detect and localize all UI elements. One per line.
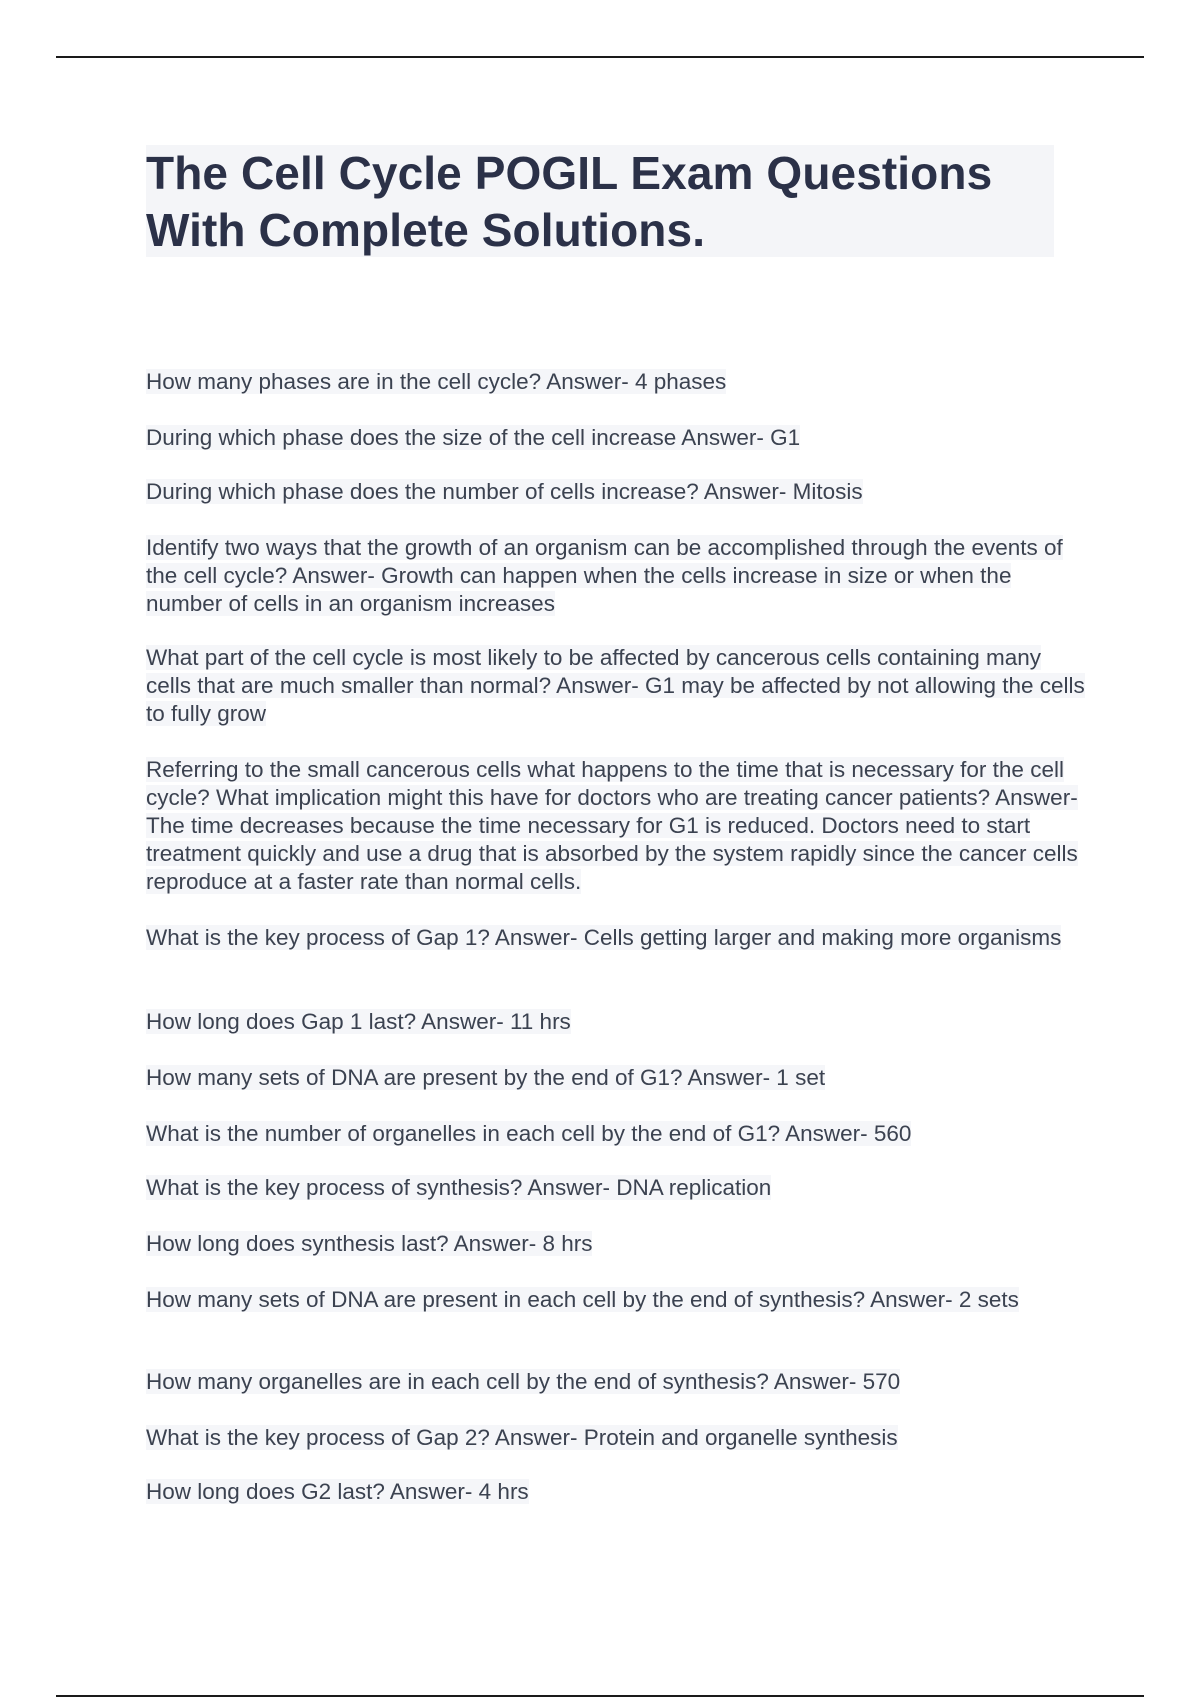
- qa-item: [146, 924, 1086, 952]
- qa-item: [146, 1424, 1086, 1452]
- qa-item: [146, 756, 1086, 896]
- qa-text: How many sets of DNA are present in each cell by the end of synthesis? Answer- 2 sets: [146, 1287, 1019, 1312]
- qa-item: [146, 1230, 1086, 1258]
- bottom-rule: [56, 1695, 1144, 1697]
- top-rule: [56, 56, 1144, 58]
- qa-item: [146, 1120, 1086, 1148]
- qa-text: How many sets of DNA are present by the end of G1? Answer- 1 set: [146, 1065, 826, 1090]
- qa-text: What is the number of organelles in each cell by the end of G1? Answer- 560: [146, 1121, 912, 1146]
- title-line-2: With Complete Solutions.: [146, 204, 706, 256]
- qa-item: [146, 1174, 1086, 1202]
- qa-text: How long does G2 last? Answer- 4 hrs: [146, 1479, 529, 1504]
- qa-item: [146, 424, 1086, 452]
- qa-item: [146, 368, 1086, 396]
- qa-text: What part of the cell cycle is most likely to be affected by cancerous cells containing many cells that are much smaller than normal? Answer- G1 may be affected by not allowing the cells to fully grow: [146, 645, 1085, 726]
- qa-text: During which phase does the number of cells increase? Answer- Mitosis: [146, 479, 863, 504]
- qa-text: How long does Gap 1 last? Answer- 11 hrs: [146, 1009, 571, 1034]
- qa-text: What is the key process of Gap 2? Answer- Protein and organelle synthesis: [146, 1425, 898, 1450]
- qa-item: [146, 478, 1086, 506]
- qa-item: [146, 1064, 1086, 1092]
- title-line-1: The Cell Cycle POGIL Exam Questions: [146, 147, 993, 199]
- qa-text: How long does synthesis last? Answer- 8 hrs: [146, 1231, 593, 1256]
- qa-text: How many organelles are in each cell by the end of synthesis? Answer- 570: [146, 1369, 901, 1394]
- qa-item: [146, 1368, 1086, 1396]
- qa-text: Identify two ways that the growth of an organism can be accomplished through the events of the cell cycle? Answer- Growth can happen when the cells increase in size or when the number of cells in an organism increases: [146, 535, 1063, 616]
- qa-text: Referring to the small cancerous cells what happens to the time that is necessary for the cell cycle? What implication might this have for doctors who are treating cancer patients? Answer- The time decreases because the time necessary for G1 is reduced. Doctors need to start treatment quickly and use a drug that is absorbed by the system rapidly since the cancer cells reproduce at a faster rate than normal cells.: [146, 757, 1078, 894]
- qa-item: [146, 1478, 1086, 1506]
- qa-text: How many phases are in the cell cycle? Answer- 4 phases: [146, 369, 727, 394]
- qa-text: During which phase does the size of the cell increase Answer- G1: [146, 425, 801, 450]
- qa-item: [146, 1008, 1086, 1036]
- qa-text: What is the key process of Gap 1? Answer- Cells getting larger and making more organisms: [146, 925, 1062, 950]
- page-title: [146, 145, 1054, 259]
- qa-item: [146, 644, 1086, 728]
- qa-text: What is the key process of synthesis? Answer- DNA replication: [146, 1175, 772, 1200]
- qa-item: [146, 1286, 1086, 1314]
- title-block: [146, 145, 1054, 257]
- qa-item: [146, 534, 1086, 618]
